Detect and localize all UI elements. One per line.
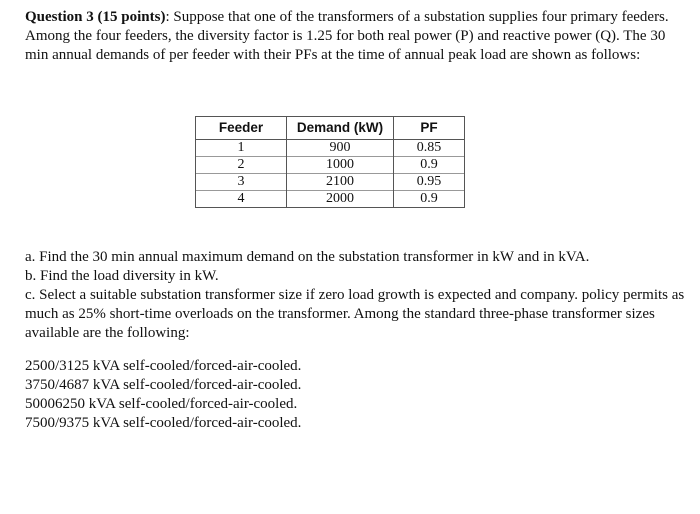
table-row bbox=[196, 140, 465, 157]
cell-pf: 0.9 bbox=[394, 157, 465, 174]
table-row bbox=[196, 157, 465, 174]
header-demand: Demand (kW) bbox=[287, 117, 394, 140]
question-text: : Suppose that one of the transformers of a substation supplies four primary feeders. Among the four feeders, the diversity factor is 1.25 for both real power (P) and reactive power (Q). The 30 min annual demands of per feeder with their PFs at the time of annual peak load are shown as follows: bbox=[25, 9, 669, 63]
cell-demand: 900 bbox=[287, 140, 394, 157]
cell-demand: 2100 bbox=[287, 174, 394, 191]
question-parts bbox=[25, 248, 685, 343]
feeder-demand-table bbox=[195, 116, 465, 208]
cell-feeder: 4 bbox=[196, 191, 287, 208]
list-item: 2500/3125 kVA self-cooled/forced-air-cooled. bbox=[25, 358, 302, 374]
table-row bbox=[196, 174, 465, 191]
part-c: c. Select a suitable substation transformer size if zero load growth is expected and company. policy permits as much as 25% short-time overloads on the transformer. Among the standard three-phase transformer sizes available are the following: bbox=[25, 287, 685, 341]
cell-demand: 2000 bbox=[287, 191, 394, 208]
cell-feeder: 2 bbox=[196, 157, 287, 174]
cell-pf: 0.85 bbox=[394, 140, 465, 157]
list-item: 50006250 kVA self-cooled/forced-air-cooled. bbox=[25, 396, 298, 412]
part-b: b. Find the load diversity in kW. bbox=[25, 268, 219, 284]
cell-pf: 0.9 bbox=[394, 191, 465, 208]
list-item: 7500/9375 kVA self-cooled/forced-air-cooled. bbox=[25, 415, 302, 431]
table-header-row bbox=[196, 117, 465, 140]
table-row bbox=[196, 191, 465, 208]
cell-feeder: 3 bbox=[196, 174, 287, 191]
header-feeder: Feeder bbox=[196, 117, 287, 140]
cell-pf: 0.95 bbox=[394, 174, 465, 191]
header-pf: PF bbox=[394, 117, 465, 140]
cell-demand: 1000 bbox=[287, 157, 394, 174]
question-title: Question 3 (15 points) bbox=[25, 9, 166, 25]
list-item: 3750/4687 kVA self-cooled/forced-air-cooled. bbox=[25, 377, 302, 393]
part-a: a. Find the 30 min annual maximum demand on the substation transformer in kW and in kVA. bbox=[25, 249, 590, 265]
question-statement bbox=[25, 8, 685, 65]
transformer-size-list bbox=[25, 357, 301, 433]
cell-feeder: 1 bbox=[196, 140, 287, 157]
